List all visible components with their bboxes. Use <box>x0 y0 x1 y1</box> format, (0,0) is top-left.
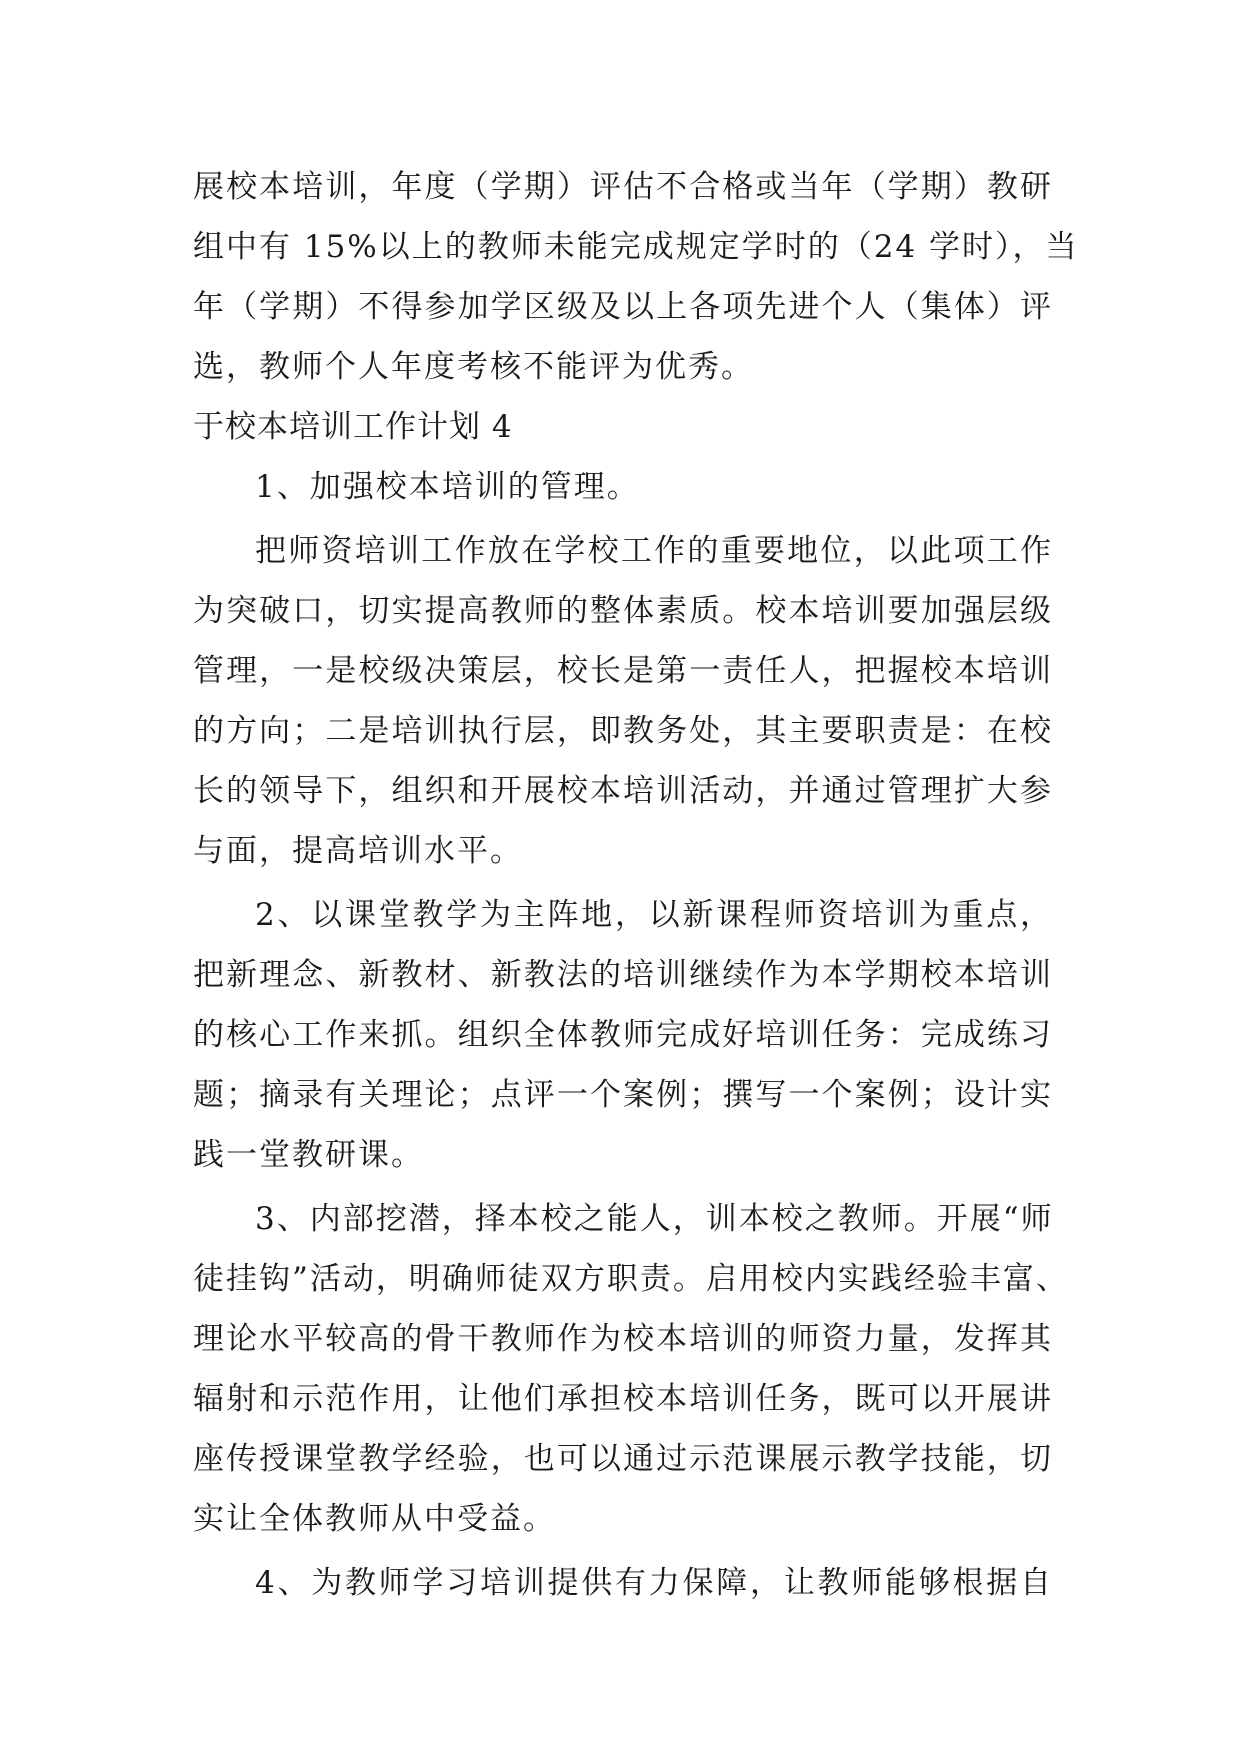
item1-heading: 1、加强校本培训的管理。 <box>255 469 640 505</box>
section-title: 于校本培训工作计划 4 <box>193 409 513 445</box>
text-line: 2、以课堂教学为主阵地，以新课程师资培训为重点， <box>255 897 1053 933</box>
intro-paragraph <box>193 157 1079 397</box>
document-body <box>193 157 1079 1613</box>
text-line: 与面，提高培训水平。 <box>193 833 523 869</box>
text-line: 理论水平较高的骨干教师作为校本培训的师资力量，发挥其 <box>193 1321 1053 1357</box>
text-line: 年（学期）不得参加学区级及以上各项先进个人（集体）评 <box>193 289 1053 325</box>
text-line: 为突破口，切实提高教师的整体素质。校本培训要加强层级 <box>193 593 1053 629</box>
text-line: 的核心工作来抓。组织全体教师完成好培训任务：完成练习 <box>193 1017 1053 1053</box>
text-line: 座传授课堂教学经验，也可以通过示范课展示教学技能，切 <box>193 1441 1053 1477</box>
text-line: 选，教师个人年度考核不能评为优秀。 <box>193 349 754 385</box>
text-line: 的方向；二是培训执行层，即教务处，其主要职责是：在校 <box>193 713 1053 749</box>
text-line: 组中有 15%以上的教师未能完成规定学时的（24 学时），当 <box>193 229 1079 265</box>
item3-paragraph <box>193 1189 1069 1549</box>
text-line: 展校本培训，年度（学期）评估不合格或当年（学期）教研 <box>193 169 1053 205</box>
text-line: 践一堂教研课。 <box>193 1137 424 1173</box>
text-line: 徒挂钩”活动，明确师徒双方职责。启用校内实践经验丰富、 <box>193 1261 1069 1297</box>
text-line: 把新理念、新教材、新教法的培训继续作为本学期校本培训 <box>193 957 1053 993</box>
text-line: 长的领导下，组织和开展校本培训活动，并通过管理扩大参 <box>193 773 1053 809</box>
text-line: 4、为教师学习培训提供有力保障，让教师能够根据自 <box>255 1565 1053 1601</box>
text-line: 实让全体教师从中受益。 <box>193 1501 556 1537</box>
text-line: 3、内部挖潜，择本校之能人，训本校之教师。开展“师 <box>255 1201 1054 1237</box>
text-line: 管理，一是校级决策层，校长是第一责任人，把握校本培训 <box>193 653 1053 689</box>
text-line: 题；摘录有关理论；点评一个案例；撰写一个案例；设计实 <box>193 1077 1053 1113</box>
item4-paragraph <box>193 1553 1053 1613</box>
text-line: 辐射和示范作用，让他们承担校本培训任务，既可以开展讲 <box>193 1381 1053 1417</box>
item2-paragraph <box>193 885 1053 1185</box>
text-line: 把师资培训工作放在学校工作的重要地位，以此项工作 <box>255 533 1053 569</box>
item1-paragraph <box>193 521 1053 881</box>
